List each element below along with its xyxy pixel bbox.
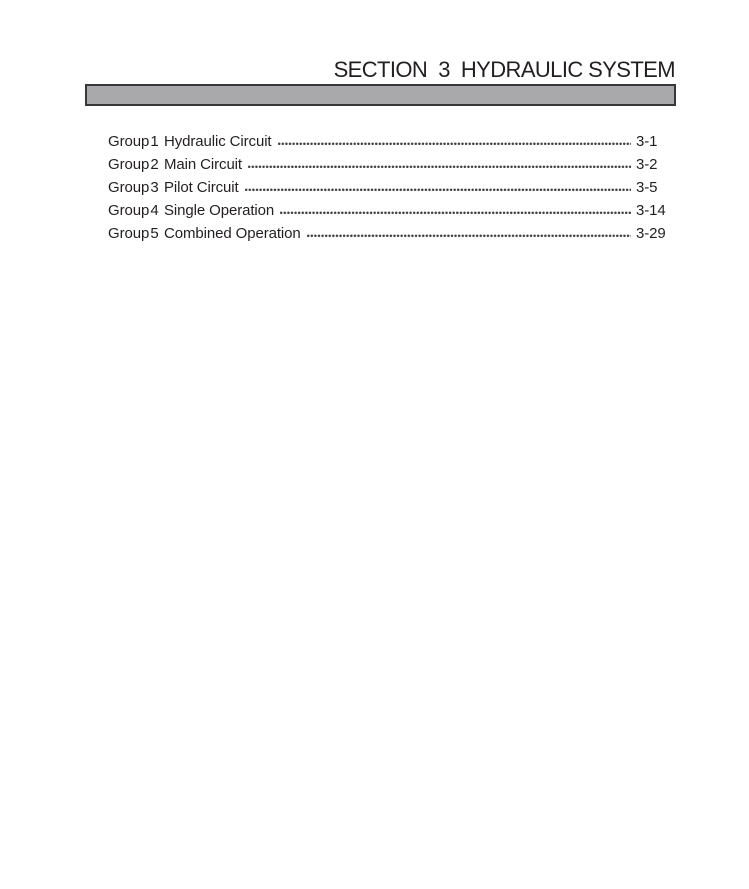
toc-page-number: 3-5 bbox=[636, 179, 658, 196]
dot-leader bbox=[307, 222, 631, 245]
section-header-bar bbox=[85, 84, 676, 106]
dot-leader bbox=[248, 153, 631, 176]
toc-group-number: 4 bbox=[150, 202, 159, 219]
section-title: SECTION 3 HYDRAULIC SYSTEM bbox=[333, 57, 675, 82]
toc-entry-title: Combined Operation bbox=[164, 225, 301, 242]
dot-leader bbox=[280, 199, 631, 222]
toc-group-number: 3 bbox=[150, 179, 159, 196]
toc-page-number: 3-14 bbox=[636, 202, 666, 219]
toc-entry-title: Pilot Circuit bbox=[164, 179, 239, 196]
toc-entry-title: Hydraulic Circuit bbox=[164, 133, 272, 150]
toc-group-number: 5 bbox=[150, 225, 159, 242]
toc-group-label: Group bbox=[108, 179, 150, 196]
toc-entry-title: Single Operation bbox=[164, 202, 275, 219]
toc-group-number: 1 bbox=[150, 133, 159, 150]
toc-entry bbox=[0, 153, 749, 176]
toc-page-number: 3-1 bbox=[636, 133, 658, 150]
toc-page-number: 3-29 bbox=[636, 225, 666, 242]
dot-leader bbox=[245, 176, 631, 199]
toc-group-label: Group bbox=[108, 202, 150, 219]
toc-entry bbox=[0, 130, 749, 153]
toc-group-label: Group bbox=[108, 225, 150, 242]
toc-entry-title: Main Circuit bbox=[164, 156, 242, 173]
toc-group-label: Group bbox=[108, 156, 150, 173]
table-of-contents bbox=[0, 130, 749, 245]
toc-entry bbox=[0, 176, 749, 199]
toc-group-number: 2 bbox=[150, 156, 159, 173]
toc-entry bbox=[0, 222, 749, 245]
toc-page-number: 3-2 bbox=[636, 156, 658, 173]
toc-entry bbox=[0, 199, 749, 222]
dot-leader bbox=[278, 130, 632, 153]
toc-group-label: Group bbox=[108, 133, 150, 150]
